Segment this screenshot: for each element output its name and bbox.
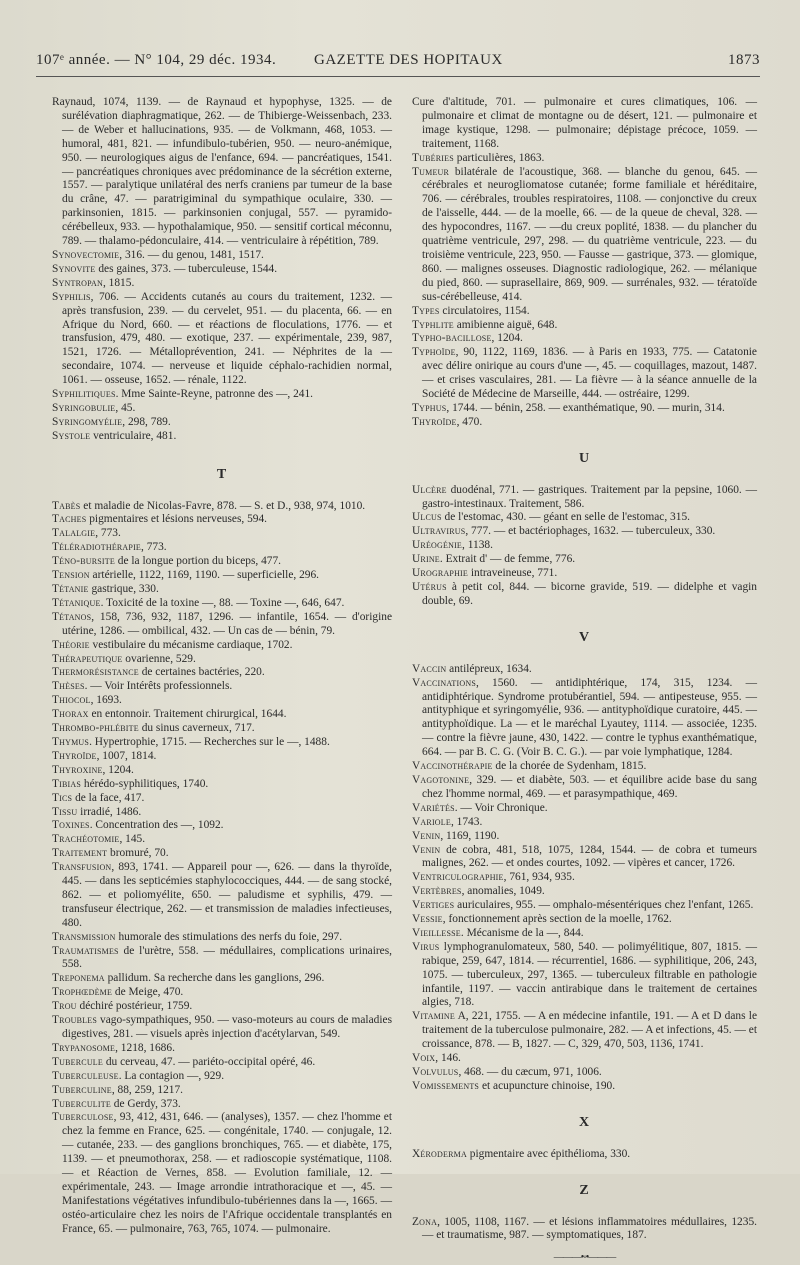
index-entry	[52, 750, 392, 764]
index-entry	[52, 806, 392, 820]
entry-references: , 90, 1122, 1169, 1836. — à Paris en 1933, 775. — Catatonie avec délire onirique au cours d'une —, 45. — coquillages, mazout, 1487. — et crises vasculaires, 281. — La fièvre — à la séance annuelle de la Société de Médecine de Marseille, 444. — ostréaire, 1299.	[422, 346, 757, 401]
entry-headword: Synovectomie	[52, 248, 120, 261]
entry-headword: Tension	[52, 569, 90, 582]
index-entry	[412, 677, 757, 760]
entry-headword: Thérapeutique	[52, 652, 123, 665]
index-entry	[52, 513, 392, 527]
index-entry	[412, 760, 757, 774]
entry-references: Cure d'altitude, 701. — pulmonaire et cures climatiques, 106. — pulmonaire et climat de montagne ou de désert, 121. — pulmonaire et image kystique, 1298. — pulmonaire; dépistage précoce, 1059. — traitement, 1168.	[412, 96, 757, 150]
entry-headword: Tuberculose	[52, 1111, 114, 1124]
entry-headword: Taches	[52, 513, 87, 526]
entry-headword: Virus	[412, 940, 440, 953]
entry-references: , 298, 789.	[122, 415, 171, 428]
index-entry	[52, 416, 392, 430]
entry-headword: Toxines	[52, 819, 90, 832]
entry-headword: Uréogénie	[412, 539, 463, 552]
entry-references: des gaines, 373. — tuberculeuse, 1544.	[95, 262, 278, 275]
entry-references: , 1560. — antidiphtérique, 174, 315, 1234. — antidiphtérique. Syndrome protubérantiel, 594. — antipesteuse, 955. — antityphique et syringomyélie, 936. — antityphoïdique curatoire, 445. — antityphoïdique. La — et le maréchal Lyautey, 1114. — associée, 1235. — contre la fièvre jaune, 430, 1422. — contre le typhus exanthématique, 664. — par B. C. G. (Voir B. C. G.). — par voie lymphatique, 1284.	[422, 676, 757, 759]
index-entry	[412, 305, 757, 319]
index-entry	[412, 319, 757, 333]
entry-headword: Tétanie	[52, 583, 89, 595]
index-entry	[412, 871, 757, 885]
entry-headword: Voix	[412, 1052, 436, 1065]
entry-references: bilatérale de l'acoustique, 368. — blanche du genou, 645. — cérébrales et neurogliomatose cutanée; forme familiale et héréditaire, 706. — cérébrales, troubles respiratoires, 1108. — conjonctive du creux de l'aisselle, 444. — de la moelle, 66. — de la queue de cheval, 328. — des hypocondres, 1167. — —du creux poplité, 1838. — du plancher du quatrième ventricule, 297, 298. — du quatrième ventricule, 223. — du troisième ventricule, 223, 950. — Fausse — gastrique, 373. — glomique, 860. — malignes osseuses. Diagnostic radiologique, 262. — mélanique du pied, 860. — suprasellaire, 869, 909. — surrénales, 932. — tératoïde sus-cérébelleuse, 414.	[422, 165, 757, 303]
entry-references: . Mécanisme de la —, 844.	[460, 926, 584, 939]
entry-references: , 158, 736, 932, 1187, 1296. — infantile, 1654. — d'origine utérine, 1286. — ombilical, 432. — Un cas de — bénin, 79.	[62, 610, 392, 637]
entry-headword: Vertiges	[412, 899, 455, 912]
index-entry	[412, 1148, 757, 1162]
entry-references: , 145.	[119, 833, 146, 846]
index-entry	[412, 96, 757, 152]
index-entry	[412, 1066, 757, 1080]
index-entry	[412, 166, 757, 305]
entry-references: , 1204.	[102, 763, 134, 776]
index-entry	[412, 941, 757, 1011]
entry-headword: Syphilitiques	[52, 388, 116, 401]
entry-references: de l'estomac, 430. — géant en selle de l'estomac, 315.	[441, 511, 690, 524]
index-entry	[52, 597, 392, 611]
index-entry	[52, 680, 392, 694]
index-entry	[412, 885, 757, 899]
entry-references: en entonnoir. Traitement chirurgical, 1644.	[88, 708, 287, 721]
entry-references: , 1169, 1190.	[440, 829, 500, 842]
entry-headword: Vaccin	[412, 662, 447, 675]
entry-references: , 1693.	[90, 694, 122, 707]
entry-references: A, 221, 1755. — A en médecine infantile, 191. — A et D dans le traitement de la tuberculose pulmonaire, 282. — A et infections, 45. — et croissance, 878. — B, 1827. — C, 329, 470, 503, 1136, 1741.	[422, 1010, 757, 1051]
entry-headword: Treponema	[52, 972, 105, 985]
entry-references: , 1138.	[462, 539, 493, 552]
index-entry	[52, 569, 392, 583]
entry-references: , 1743.	[450, 815, 483, 828]
entry-headword: Volvulus	[412, 1066, 459, 1078]
entry-headword: Thiocol	[52, 694, 91, 707]
entry-references: pigmentaires et lésions nerveuses, 594.	[86, 513, 268, 526]
entry-headword: Types	[412, 304, 440, 317]
index-entry	[52, 1042, 392, 1056]
entry-references: du cerveau, 47. — pariéto-occipital opéré, 46.	[102, 1055, 316, 1068]
index-entry	[52, 1111, 392, 1236]
entry-headword: Thorax	[52, 708, 89, 721]
index-entry	[412, 1216, 757, 1244]
entry-headword: Vomissements	[412, 1079, 480, 1092]
entry-headword: Ulcus	[412, 511, 442, 524]
entry-headword: Téno-bursite	[52, 555, 115, 568]
index-entry	[52, 430, 392, 444]
index-entry	[412, 511, 757, 525]
entry-headword: Tics	[52, 791, 73, 804]
entry-headword: Vaccinothérapie	[412, 760, 493, 773]
entry-headword: Traitement	[52, 847, 108, 860]
entry-references: , 470.	[456, 415, 483, 428]
entry-references: . Extrait d' — de femme, 776.	[439, 553, 576, 566]
index-entry	[412, 402, 757, 416]
entry-references: , 777. — et bactériophages, 1632. — tuberculeux, 330.	[465, 525, 716, 538]
entry-headword: Utérus	[412, 581, 447, 593]
entry-headword: Typhus	[412, 401, 447, 414]
entry-references: à petit col, 844. — bicorne gravide, 519. — didelphe et vagin double, 69.	[422, 581, 757, 607]
index-entry	[52, 402, 392, 416]
index-entry	[412, 346, 757, 402]
entry-headword: Ulcère	[412, 483, 447, 496]
entry-headword: Venin	[412, 843, 441, 856]
entry-references: de la chorée de Sydenham, 1815.	[492, 760, 647, 773]
section-letter-x: X	[578, 1114, 591, 1130]
entry-headword: Théorie	[52, 638, 90, 651]
entry-references: de la face, 417.	[72, 791, 145, 804]
entry-references: hérédo-syphilitiques, 1740.	[81, 777, 209, 790]
entry-references: particulières, 1863.	[453, 151, 545, 164]
index-entry	[52, 764, 392, 778]
entry-references: de l'urètre, 558. — médullaires, complications urinaires, 558.	[62, 944, 392, 971]
section-t	[52, 500, 392, 1237]
entry-headword: Trypanosome	[52, 1041, 116, 1054]
entry-headword: Tubéries	[412, 151, 454, 164]
entry-references: . — Voir Intérêts professionnels.	[84, 680, 233, 693]
index-entry	[412, 152, 757, 166]
entry-headword: Thyroïde	[52, 749, 97, 762]
index-entry	[52, 653, 392, 667]
section-z	[412, 1216, 757, 1244]
index-entry	[52, 819, 392, 833]
index-entry	[52, 277, 392, 291]
entry-headword: Tétanos	[52, 610, 92, 623]
index-entry	[412, 663, 757, 677]
entry-headword: Tumeur	[412, 165, 450, 178]
entry-references: déchiré postérieur, 1759.	[76, 1000, 193, 1013]
entry-headword: Syringomyélie	[52, 415, 123, 428]
entry-references: amibienne aiguë, 648.	[453, 318, 558, 331]
entry-headword: Ultravirus	[412, 525, 466, 538]
index-entry	[52, 583, 392, 597]
entry-headword: Tuberculine	[52, 1083, 112, 1096]
entry-headword: Transfusion	[52, 861, 112, 874]
entry-references: , 88, 259, 1217.	[111, 1083, 184, 1096]
entry-references: vestibulaire du mécanisme cardiaque, 1702.	[89, 638, 293, 651]
left-column	[52, 96, 392, 1237]
index-entry	[52, 541, 392, 555]
index-entry	[52, 694, 392, 708]
section-letter-z: Z	[579, 1182, 590, 1198]
index-entry	[52, 972, 392, 986]
index-entry	[412, 802, 757, 816]
index-entry	[412, 830, 757, 844]
entry-headword: Vertèbres	[412, 885, 462, 898]
entry-references: de Gerdy, 373.	[110, 1097, 181, 1110]
index-entry	[52, 1056, 392, 1070]
entry-headword: Trophœdème	[52, 986, 113, 999]
index-entry	[52, 1000, 392, 1014]
entry-headword: Thermorésistance	[52, 666, 139, 679]
section-u	[412, 484, 757, 609]
entry-references: de Meige, 470.	[112, 986, 184, 999]
entry-headword: Thrombo-phlébite	[52, 722, 139, 735]
entry-headword: Traumatismes	[52, 944, 119, 957]
entry-references: , 773.	[95, 527, 121, 540]
index-entry	[52, 931, 392, 945]
entry-headword: Téléradiothérapie	[52, 541, 142, 554]
section-letter-v: V	[578, 629, 591, 645]
entry-references: pigmentaire avec épithélioma, 330.	[466, 1147, 631, 1160]
entry-references: de cobra, 481, 518, 1075, 1284, 1544. — de cobra et tumeurs malignes, 262. — et ondes courtes, 1092. — vipères et cancer, 1726.	[422, 843, 757, 870]
entry-references: , 761, 934, 935.	[503, 871, 575, 884]
index-entry	[52, 249, 392, 263]
entry-headword: Syringobulie	[52, 401, 116, 414]
entry-headword: Vagotonine	[412, 773, 470, 786]
index-entry	[412, 553, 757, 567]
entry-headword: Xéroderma	[412, 1147, 467, 1160]
entry-references: , 146.	[435, 1052, 461, 1065]
index-entry	[412, 816, 757, 830]
index-entry	[52, 500, 392, 514]
entry-headword: Trachéotomie	[52, 833, 120, 846]
entry-headword: Typho-bacillose	[412, 332, 492, 345]
entry-references: humorale des stimulations des nerfs du foie, 297.	[115, 930, 343, 943]
entry-references: , 329. — et diabète, 503. — et équilibre acide base du sang chez l'homme normal, 469. — et parasympathique, 469.	[422, 773, 757, 800]
entry-references: ovarienne, 529.	[122, 652, 196, 665]
entry-references: et acupuncture chinoise, 190.	[479, 1079, 616, 1092]
entry-headword: Troubles	[52, 1014, 98, 1027]
entry-references: , 1744. — bénin, 258. — exanthématique, 90. — murin, 314.	[446, 401, 725, 414]
index-entry	[52, 1084, 392, 1098]
entry-references: de certaines bactéries, 220.	[138, 666, 265, 679]
entry-references: artérielle, 1122, 1169, 1190. — superficielle, 296.	[89, 569, 320, 582]
entry-references: , 706. — Accidents cutanés au cours du traitement, 1232. — après transfusion, 239. — du cervelet, 951. — du placenta, 66. — en Afrique du Nord, 660. — et réactions de floculations, 1776. — et transfusion, 479, 480. — exotique, 237. — expérimentale, 239, 987, 1521, 1726. — Métalloprévention, 241. — Néphrites de la — secondaire, 1074. — nerveuse et liquide céphalo-rachidien normal, 1061. — osseuse, 1652. — rénale, 1122.	[62, 290, 392, 387]
entry-references: , 316. — du genou, 1481, 1517.	[119, 248, 264, 261]
entry-headword: Zona	[412, 1215, 438, 1228]
entry-headword: Vieillesse	[412, 926, 461, 939]
section-t-continued	[412, 96, 757, 430]
entry-references: , 468. — du cæcum, 971, 1006.	[458, 1066, 602, 1078]
entry-references: et maladie de Nicolas-Favre, 878. — S. et D., 938, 974, 1010.	[80, 499, 366, 512]
entry-references: intraveineuse, 771.	[468, 567, 558, 580]
index-entry	[412, 927, 757, 941]
entry-references: pallidum. Sa recherche dans les ganglions, 296.	[104, 972, 325, 985]
entry-headword: Tabès	[52, 499, 81, 512]
index-entry	[52, 639, 392, 653]
index-entry	[52, 847, 392, 861]
entry-references: , 1218, 1686.	[115, 1041, 175, 1054]
index-entry	[412, 525, 757, 539]
index-entry	[412, 1010, 757, 1052]
page-number: 1873	[728, 52, 760, 68]
entry-headword: Syntropan	[52, 276, 103, 289]
index-entry	[52, 833, 392, 847]
journal-title: GAZETTE DES HOPITAUX	[314, 52, 503, 68]
entry-references: de la longue portion du biceps, 477.	[114, 555, 282, 568]
index-entry	[412, 581, 757, 609]
page-header	[36, 52, 760, 74]
index-entry	[412, 774, 757, 802]
entry-references: Raynaud, 1074, 1139. — de Raynaud et hypophyse, 1325. — de surélévation diaphragmatique, 262. — de Thibierge-Weissenbach, 233. — de Weber et hallucinations, 935. — de Volkmann, 468, 1053. — humoral, 481, 821. — infundibulo-tubérien, 950. — neuro-anémique, 950. — neurologiques aigus de l'enfance, 694. — pancréatiques, 1541. — pancréatiques chroniques avec prédominance de la sécrétion externe, 1557. — paralytique unilatéral des nerfs craniens par tumeur de la base du crâne, 47. — paratrigiminal du sympathique oculaire, 330. — parkinsonien, 1815. — parkinsonien conjugal, 557. — pyramido-cérébelleux, 933. — hypothalamique, 950. — sensitif cortical méconnu, 789. — thalamo-pédonculaire, 414. — ventriculaire à répétition, 789.	[52, 96, 392, 248]
entry-references: , anomalies, 1049.	[461, 885, 545, 898]
issue-info: 107ᵉ année. — N° 104, 29 déc. 1934.	[36, 52, 277, 68]
index-entry	[412, 913, 757, 927]
entry-headword: Variétés	[412, 801, 455, 814]
entry-references: auriculaires, 955. — omphalo-mésentériques chez l'enfant, 1265.	[454, 899, 754, 912]
entry-references: antilépreux, 1634.	[446, 662, 532, 675]
index-entry	[412, 332, 757, 346]
index-entry	[52, 291, 392, 388]
index-entry	[52, 792, 392, 806]
entry-headword: Thèses	[52, 680, 85, 693]
entry-headword: Tétanique	[52, 596, 101, 609]
index-entry	[412, 844, 757, 872]
index-entry	[412, 416, 757, 430]
entry-references: , 93, 412, 431, 646. — (analyses), 1357. — chez l'homme et chez la femme en France, 625. — congénitale, 1740. — conjugale, 12. — cutanée, 233. — des ganglions bronchiques, 765. — et diabète, 175, 1139. — et pneumothorax, 258. — et radioscopie systématique, 1108. — et Réaction de Vernes, 858. — Evolution familiale, 12. — expérimentale, 243. — Image arrondie intrathoracique et —, 45. — Manifestations végétatives infundibulo-tubériennes dans la —, 1665. — ostéo-articulaire chez les noirs de l'Afrique occidentale transplantés en France, 65. — pulmonaire, 763, 765, 1074. — pulmonaire.	[62, 1111, 392, 1235]
entry-references: circulatoires, 1154.	[439, 304, 530, 317]
index-entry	[412, 484, 757, 512]
entry-references: . Mme Sainte-Reyne, patronne des —, 241.	[115, 388, 314, 401]
header-rule	[36, 76, 760, 77]
entry-headword: Tuberculite	[52, 1097, 111, 1110]
entry-headword: Trou	[52, 1000, 77, 1013]
entry-references: , fonctionnement après section de la moelle, 1762.	[442, 913, 672, 926]
entry-references: . Concentration des —, 1092.	[89, 819, 224, 832]
entry-headword: Tubercule	[52, 1055, 103, 1068]
index-entry	[412, 1052, 757, 1066]
entry-headword: Vaccinations	[412, 676, 476, 689]
index-entry	[52, 388, 392, 402]
index-entry	[52, 736, 392, 750]
index-entry	[52, 945, 392, 973]
index-entry	[52, 722, 392, 736]
index-entry	[52, 96, 392, 249]
entry-headword: Typhoïde	[412, 346, 456, 359]
section-v	[412, 663, 757, 1094]
entry-headword: Ventriculographie	[412, 871, 504, 884]
index-entry	[412, 899, 757, 913]
index-entry	[412, 567, 757, 581]
section-letter-t: T	[216, 466, 228, 482]
entry-headword: Transmission	[52, 930, 116, 943]
index-entry	[52, 861, 392, 931]
right-column	[412, 96, 757, 1265]
entry-references: duodénal, 771. — gastriques. Traitement par la pepsine, 1060. — gastro-intestinaux. Traitement, 586.	[422, 483, 757, 510]
index-entry	[412, 1080, 757, 1094]
entry-references: gastrique, 330.	[88, 583, 159, 595]
entry-references: , 1005, 1108, 1167. — et lésions inflammatoires médullaires, 1235. — et traumatisme, 987. — symptomatiques, 187.	[422, 1215, 757, 1242]
entry-headword: Tissu	[52, 805, 78, 818]
entry-references: . Toxicité de la toxine —, 88. — Toxine —, 646, 647.	[100, 596, 345, 609]
index-entry	[52, 1014, 392, 1042]
entry-references: . Hypertrophie, 1715. — Recherches sur le —, 1488.	[89, 735, 330, 748]
index-entry	[52, 1070, 392, 1084]
index-entry	[412, 539, 757, 553]
entry-headword: Thyroxine	[52, 763, 103, 776]
entry-references: bromuré, 70.	[107, 847, 169, 860]
index-entry	[52, 708, 392, 722]
index-entry	[52, 555, 392, 569]
entry-headword: Variole	[412, 815, 451, 828]
entry-headword: Thymus	[52, 735, 90, 748]
entry-references: , 1007, 1814.	[96, 749, 157, 762]
entry-headword: Urographie	[412, 567, 469, 580]
section-x	[412, 1148, 757, 1162]
index-entry	[52, 611, 392, 639]
section-s-continued	[52, 96, 392, 444]
entry-headword: Tuberculeuse	[52, 1069, 119, 1082]
entry-headword: Systole	[52, 429, 91, 442]
entry-references: du sinus caverneux, 717.	[138, 722, 255, 735]
section-letter-u: U	[578, 450, 591, 466]
index-entry	[52, 527, 392, 541]
entry-headword: Synovite	[52, 262, 96, 275]
entry-headword: Talalgie	[52, 527, 96, 540]
entry-headword: Syphilis	[52, 290, 91, 303]
entry-headword: Vessie	[412, 913, 443, 926]
entry-references: . La contagion —, 929.	[118, 1069, 225, 1082]
index-entry	[52, 1098, 392, 1112]
end-ornament: ———•◦•———	[553, 1252, 616, 1264]
entry-references: , 773.	[141, 541, 167, 554]
entry-references: . — Voir Chronique.	[454, 801, 548, 814]
index-entry	[52, 666, 392, 680]
index-entry	[52, 778, 392, 792]
entry-headword: Thyroïde	[412, 415, 457, 428]
index-entry	[52, 263, 392, 277]
entry-references: , 45.	[115, 401, 136, 414]
entry-references: lymphogranulomateux, 580, 540. — polimyélitique, 807, 1815. — rabique, 259, 647, 1814. — récurrentiel, 1686. — syphilitique, 206, 243, 1075. — tuberculeux, 297, 1365. — tuberculeux filtrable en pathologie infantile, 1197. — vaccin antirabique dans le traitement de certaines algies, 718.	[422, 940, 757, 1009]
entry-headword: Tibias	[52, 777, 82, 790]
index-entry	[52, 986, 392, 1000]
entry-headword: Urine	[412, 553, 440, 566]
entry-references: , 893, 1741. — Appareil pour —, 626. — dans la thyroïde, 445. — dans les septicémies staphylococciques, 444. — de sang stocké, 862. — et poliomyélite, 650. — paludisme et syphilis, 479. — transfuseur électrique, 262. — et transmission de maladies infectieuses, 480.	[62, 861, 392, 929]
entry-references: irradié, 1486.	[77, 805, 142, 818]
entry-references: vago-sympathiques, 950. — vaso-moteurs au cours de maladies digestives, 281. — visuels après injection d'acétylarvan, 549.	[62, 1014, 392, 1040]
entry-references: ventriculaire, 481.	[90, 429, 177, 442]
entry-references: , 1204.	[491, 332, 523, 345]
entry-references: , 1815.	[102, 276, 135, 289]
entry-headword: Venin	[412, 829, 441, 842]
entry-headword: Vitamine	[412, 1010, 455, 1023]
entry-headword: Typhlite	[412, 318, 454, 331]
